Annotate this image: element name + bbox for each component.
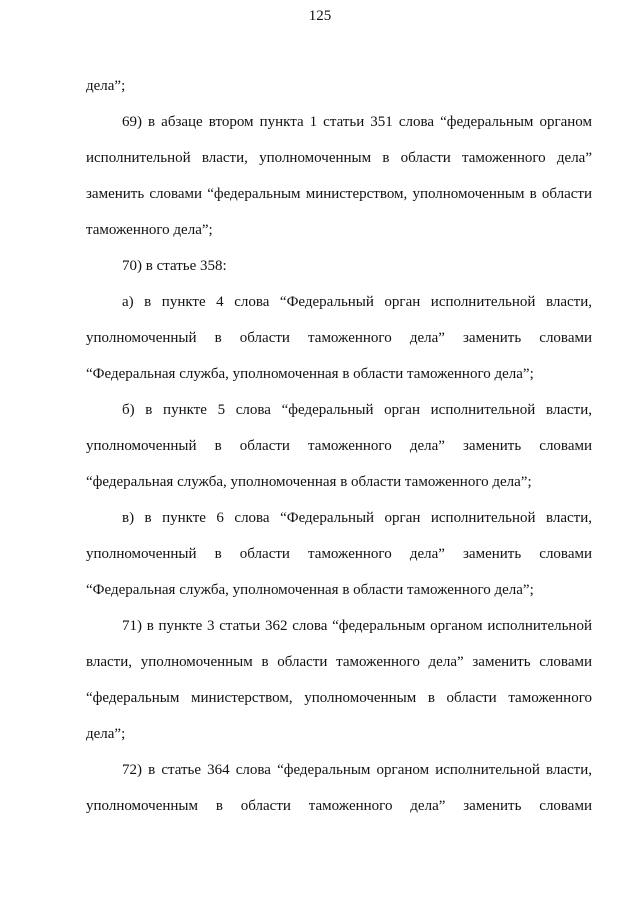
paragraph-69-line-1: 69) в абзаце втором пункта 1 статьи 351 слова “федеральным органом: [122, 114, 592, 130]
paragraph-71-line-1: 71) в пункте 3 статьи 362 слова “федеральным органом исполнительной: [122, 618, 592, 634]
subparagraph-b-line-3: “федеральная служба, уполномоченная в области таможенного дела”;: [86, 474, 532, 490]
paragraph-69-line-2: исполнительной власти, уполномоченным в области таможенного дела”: [86, 150, 592, 166]
subparagraph-a-line-3: “Федеральная служба, уполномоченная в области таможенного дела”;: [86, 366, 534, 382]
paragraph-71-line-2: власти, уполномоченным в области таможенного дела” заменить словами: [86, 654, 592, 670]
paragraph-72-line-1: 72) в статье 364 слова “федеральным органом исполнительной власти,: [122, 762, 592, 778]
paragraph-71-line-4: дела”;: [86, 726, 126, 742]
paragraph-72-line-2: уполномоченным в области таможенного дела” заменить словами: [86, 798, 592, 814]
subparagraph-v-line-3: “Федеральная служба, уполномоченная в области таможенного дела”;: [86, 582, 534, 598]
subparagraph-b-line-1: б) в пункте 5 слова “федеральный орган исполнительной власти,: [122, 402, 592, 418]
subparagraph-v-line-1: в) в пункте 6 слова “Федеральный орган исполнительной власти,: [122, 510, 592, 526]
paragraph-71-line-3: “федеральным министерством, уполномоченным в области таможенного: [86, 690, 592, 706]
paragraph-69-line-3: заменить словами “федеральным министерством, уполномоченным в области: [86, 186, 592, 202]
paragraph-70-heading: 70) в статье 358:: [122, 258, 227, 274]
subparagraph-a-line-2: уполномоченный в области таможенного дела” заменить словами: [86, 330, 592, 346]
text-line: дела”;: [86, 78, 126, 94]
subparagraph-b-line-2: уполномоченный в области таможенного дела” заменить словами: [86, 438, 592, 454]
page-number: 125: [308, 8, 332, 24]
paragraph-69-line-4: таможенного дела”;: [86, 222, 213, 238]
subparagraph-a-line-1: а) в пункте 4 слова “Федеральный орган исполнительной власти,: [122, 294, 592, 310]
subparagraph-v-line-2: уполномоченный в области таможенного дела” заменить словами: [86, 546, 592, 562]
